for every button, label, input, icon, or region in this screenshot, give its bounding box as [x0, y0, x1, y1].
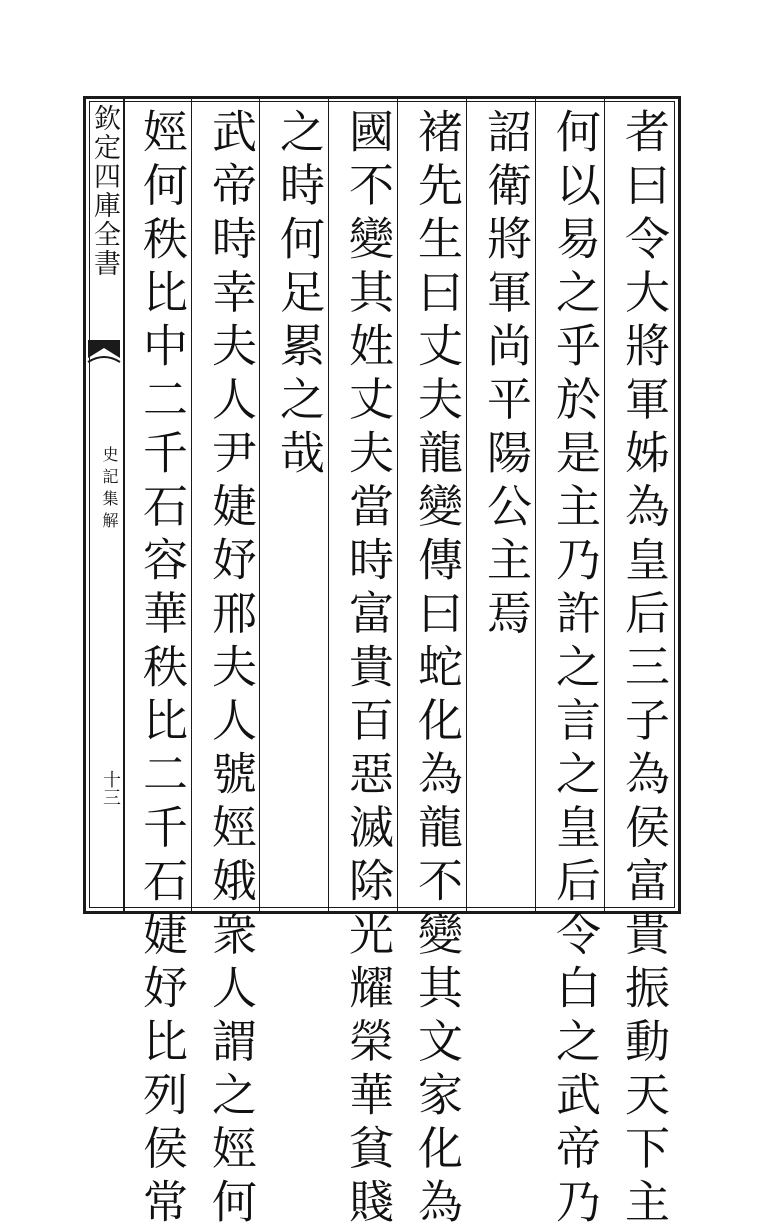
collection-title: 欽定四庫全書	[89, 104, 120, 278]
text-column-4: 褚先生曰丈夫龍變傳曰蛇化為龍不變其文家化為	[410, 108, 463, 1232]
gutter-divider	[123, 96, 125, 914]
text-column-2: 何以易之乎於是主乃許之言之皇后令白之武帝乃	[548, 108, 601, 1232]
text-column-8: 娙何秩比中二千石容華秩比二千石婕妤比列侯常	[135, 108, 188, 1232]
text-column-7: 武帝時幸夫人尹婕妤邢夫人號娙娥衆人謂之娙何	[204, 108, 257, 1232]
page-number: 十三	[100, 770, 121, 806]
text-column-3: 詔衛將軍尚平陽公主焉	[479, 108, 532, 643]
text-column-1: 者曰令大將軍姊為皇后三子為侯富貴振動天下主	[617, 108, 670, 1232]
fish-tail-mark-icon	[86, 338, 122, 376]
text-column-5: 國不變其姓丈夫當時富貴百惡滅除光耀榮華貧賤	[341, 108, 394, 1232]
book-title: 史記集解	[100, 446, 119, 534]
text-column-6: 之時何足累之哉	[272, 108, 325, 483]
